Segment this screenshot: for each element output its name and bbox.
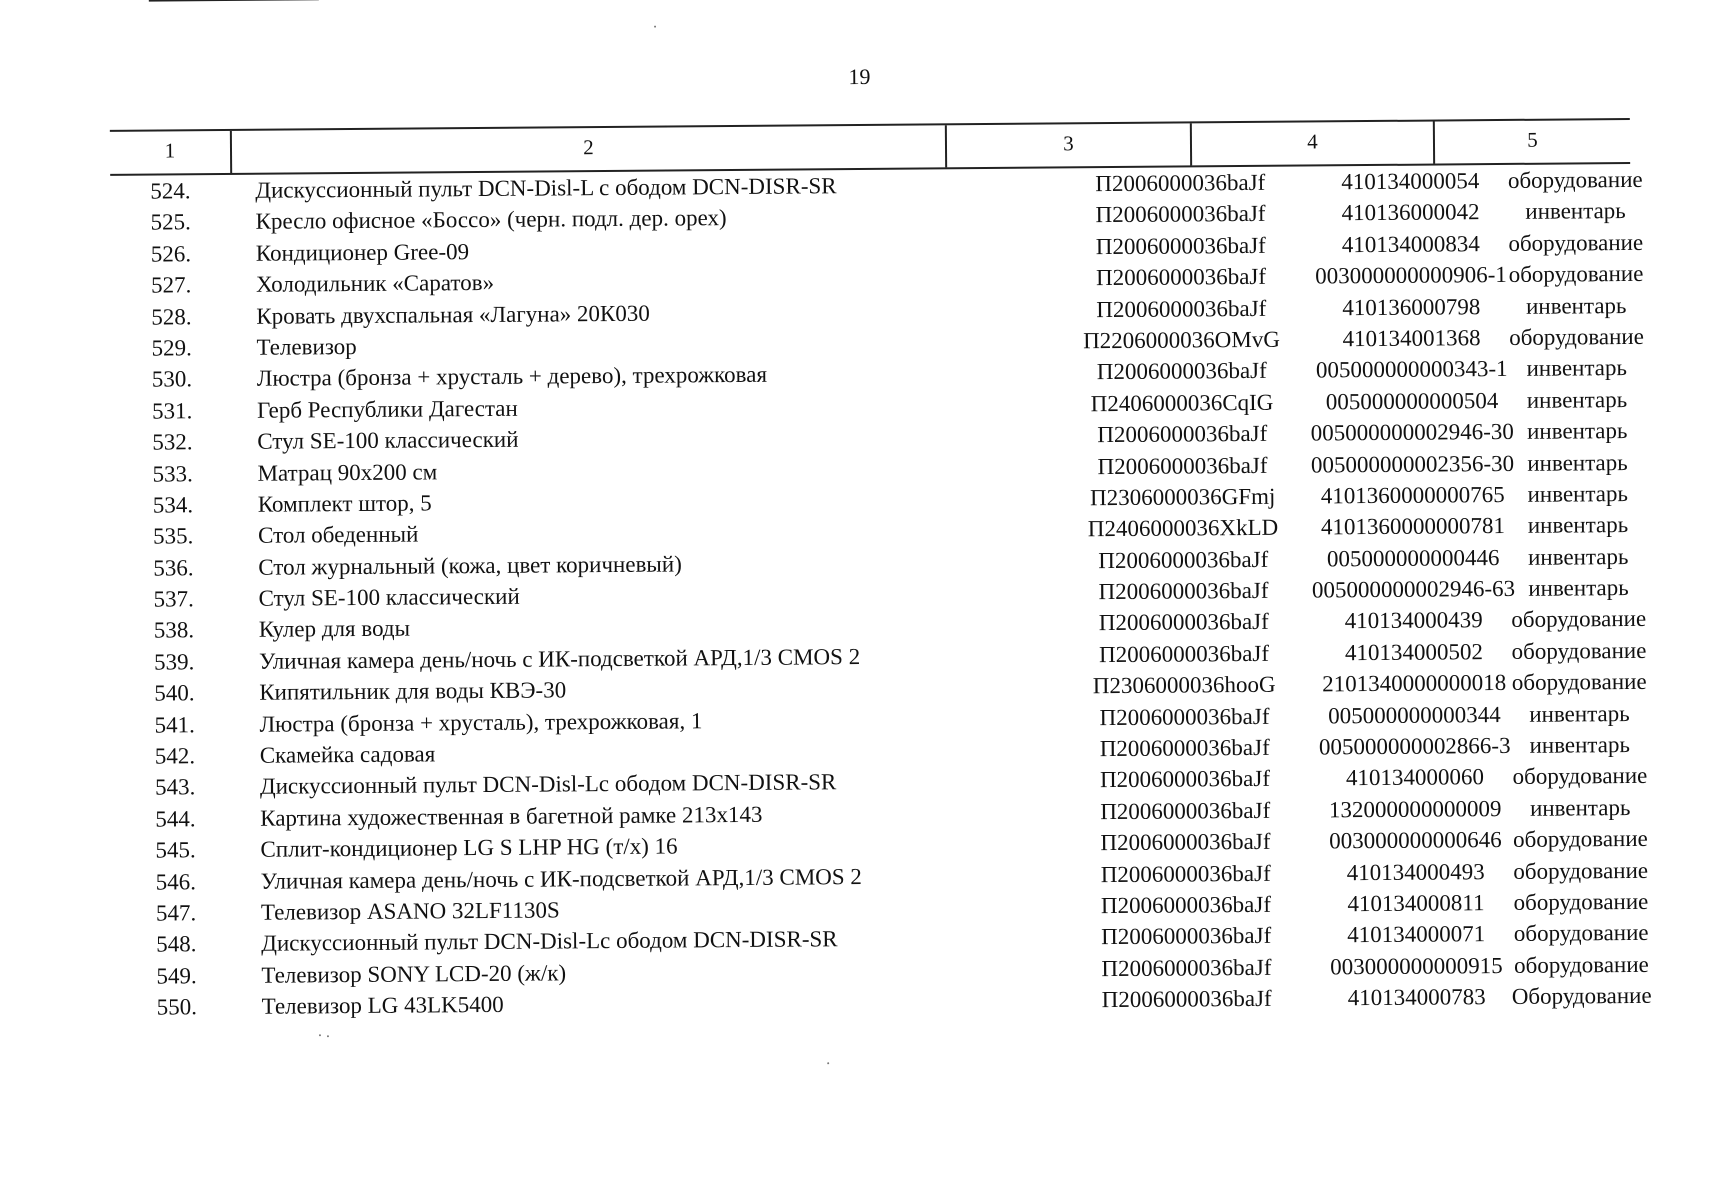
item-name: Дискуссионный пульт DCN-Disl-Lc ободом DCN-DISR-SR [261, 926, 838, 957]
row-number: 541. [154, 711, 195, 738]
item-name: Картина художественная в багетной рамке 213х143 [260, 801, 763, 831]
inventory-number: 003000000000646 [1329, 827, 1502, 854]
row-number: 538. [153, 617, 195, 644]
item-name: Сплит-кондиционер LG S LHP HG (т/х) 16 [260, 833, 678, 862]
item-code: П2006000036baJf [1100, 829, 1271, 856]
inventory-number: 410134000502 [1344, 639, 1484, 666]
item-type: инвентарь [1529, 700, 1630, 727]
row-number: 547. [155, 900, 197, 926]
item-type: оборудование [1511, 606, 1647, 633]
row-number: 544. [155, 806, 196, 832]
item-code: П2006000036baJf [1097, 420, 1268, 448]
inventory-number: 410136000042 [1341, 199, 1480, 226]
item-type: оборудование [1509, 323, 1644, 350]
item-code: П2006000036baJf [1101, 923, 1272, 950]
header-col-1: 1 [164, 138, 176, 163]
item-type: инвентарь [1528, 575, 1629, 601]
item-code: П2006000036baJf [1099, 703, 1270, 730]
item-type: инвентарь [1529, 794, 1631, 821]
inventory-number: 003000000000915 [1330, 952, 1503, 980]
item-type: оборудование [1508, 261, 1644, 288]
inventory-number: 410134000834 [1341, 230, 1480, 258]
inventory-number: 2101340000000018 [1322, 670, 1507, 697]
item-name: Телевизор LG 43LK5400 [261, 992, 504, 1019]
inventory-number: 4101360000000781 [1320, 513, 1506, 540]
inventory-number: 410134001368 [1342, 325, 1481, 352]
item-name: Телевизор ASANO 32LF1130S [260, 897, 560, 925]
row-number: 545. [155, 837, 196, 863]
scan-speck [327, 1035, 329, 1037]
item-type: оборудование [1512, 763, 1648, 790]
row-number: 549. [156, 963, 197, 989]
row-number: 525. [150, 209, 191, 235]
row-number: 526. [150, 241, 192, 267]
item-code: П2006000036baJf [1100, 891, 1272, 919]
inventory-number: 005000000000446 [1326, 544, 1500, 572]
item-code: П2006000036baJf [1095, 264, 1267, 291]
item-type: оборудование [1507, 166, 1643, 193]
item-code: П2006000036baJf [1096, 358, 1267, 385]
item-code: П2006000036baJf [1101, 954, 1272, 981]
item-code: П2306000036GFmj [1090, 483, 1276, 511]
item-name: Стул SE-100 классический [257, 426, 519, 454]
item-name: Телевизор [256, 333, 357, 360]
row-number: 550. [156, 994, 198, 1020]
item-name: Кондиционер Gree-09 [255, 238, 470, 266]
item-type: оборудование [1513, 920, 1649, 947]
item-code: П2406000036CqIG [1090, 389, 1274, 416]
item-type: Оборудование [1511, 982, 1652, 1010]
item-type: инвентарь [1527, 512, 1629, 539]
row-number: 533. [152, 460, 193, 487]
item-type: оборудование [1512, 826, 1648, 853]
inventory-number: 003000000000906-1 [1315, 262, 1507, 289]
item-type: оборудование [1511, 669, 1647, 696]
item-code: П2006000036baJf [1096, 295, 1267, 322]
item-type: оборудование [1508, 229, 1644, 256]
item-type: инвентарь [1526, 355, 1628, 382]
item-code: П2406000036XkLD [1087, 515, 1279, 542]
item-name: Дискуссионный пульт DCN-Disl-Lc ободом DCN-DISR-SR [259, 769, 837, 800]
item-name: Стол обеденный [257, 521, 419, 549]
header-col-5: 5 [1433, 120, 1630, 164]
item-code: П2006000036baJf [1098, 577, 1269, 605]
inventory-number: 410134000783 [1347, 984, 1486, 1011]
item-type: оборудование [1513, 951, 1649, 978]
row-number: 524. [150, 178, 191, 204]
row-number: 527. [150, 272, 192, 298]
inventory-number: 410134000439 [1344, 607, 1483, 634]
item-name: Люстра (бронза + хрусталь), трехрожковая, 1 [259, 707, 703, 737]
row-number: 530. [151, 366, 193, 392]
item-code: П2006000036baJf [1098, 609, 1269, 636]
item-type: инвентарь [1525, 198, 1626, 225]
item-name: Герб Республики Дагестан [256, 395, 518, 423]
inventory-number: 410134000811 [1347, 890, 1485, 917]
table-body [110, 164, 1652, 1023]
item-code: П2006000036baJf [1095, 169, 1266, 197]
inventory-number: 005000000000343-1 [1315, 356, 1508, 383]
inventory-number: 410134000060 [1345, 764, 1485, 791]
item-code: П2006000036baJf [1098, 640, 1270, 668]
item-type: инвентарь [1529, 732, 1631, 758]
item-name: Кулер для воды [258, 616, 411, 643]
scan-speck [654, 26, 656, 28]
header-col-3: 3 [945, 123, 1190, 167]
item-type: оборудование [1513, 888, 1649, 915]
row-number: 535. [152, 523, 194, 549]
item-name: Кресло офисное «Боссо» (черн. подл. дер. орех) [255, 205, 727, 235]
item-name: Дискуссионный пульт DCN-Disl-L с ободом DCN-DISR-SR [255, 173, 837, 203]
inventory-number: 4101360000000765 [1320, 481, 1505, 509]
item-code: П2006000036baJf [1100, 860, 1271, 887]
header-col-2: 2 [230, 125, 945, 173]
row-number: 542. [154, 743, 196, 769]
item-code: П2006000036baJf [1099, 766, 1271, 793]
scan-speck [827, 1062, 829, 1064]
item-type: оборудование [1513, 857, 1649, 884]
header-col-4: 4 [1190, 122, 1433, 166]
inventory-number: 005000000002946-63 [1311, 575, 1516, 603]
row-number: 539. [153, 649, 195, 675]
item-code: П2306000036hooG [1092, 672, 1276, 699]
item-name: Кровать двухспальная «Лагуна» 20К030 [256, 300, 650, 329]
page-number: 19 [848, 63, 871, 90]
inventory-number: 005000000000344 [1328, 701, 1501, 729]
inventory-number: 410134000493 [1346, 858, 1485, 885]
item-type: инвентарь [1526, 386, 1628, 413]
inventory-number: 005000000002946-30 [1310, 419, 1514, 446]
row-number: 543. [154, 774, 196, 801]
inventory-number: 410134000071 [1347, 921, 1486, 948]
row-number: 537. [153, 586, 194, 612]
inventory-number: 005000000002356-30 [1310, 450, 1515, 478]
item-name: Уличная камера день/ночь с ИК-подсветкой АРД,1/3 CMOS 2 [258, 643, 861, 674]
row-number: 540. [154, 680, 195, 706]
row-number: 536. [153, 554, 194, 581]
item-code: П2006000036baJf [1097, 452, 1268, 479]
item-name: Матрац 90х200 см [257, 458, 438, 486]
item-name: Кипятильник для воды КВЭ-30 [259, 677, 567, 706]
item-name: Телевизор SONY LCD-20 (ж/к) [261, 960, 567, 988]
row-number: 529. [151, 335, 192, 361]
item-name: Комплект штор, 5 [257, 490, 432, 517]
item-name: Скамейка садовая [259, 741, 436, 768]
item-name: Стул SE-100 классический [258, 583, 520, 611]
item-name: Уличная камера день/ночь с ИК-подсветкой АРД,1/3 CMOS 2 [260, 863, 862, 894]
item-type: инвентарь [1526, 418, 1628, 444]
top-rule-left [149, 0, 319, 2]
item-code: П2006000036baJf [1099, 734, 1270, 762]
item-code: П2006000036baJf [1095, 232, 1266, 259]
item-name: Холодильник «Саратов» [255, 270, 495, 297]
item-code: П2206000036OMvG [1083, 326, 1281, 354]
row-number: 548. [156, 931, 197, 957]
inventory-number: 132000000000009 [1328, 795, 1502, 823]
item-code: П2006000036baJf [1100, 797, 1271, 824]
inventory-number: 005000000000504 [1325, 387, 1499, 415]
item-type: оборудование [1511, 637, 1647, 664]
item-code: П2006000036baJf [1101, 985, 1272, 1013]
item-type: инвентарь [1525, 292, 1627, 319]
row-number: 534. [152, 492, 194, 518]
item-name: Стол журнальный (кожа, цвет коричневый) [258, 551, 682, 580]
row-number: 531. [151, 398, 193, 424]
inventory-number: 410136000798 [1342, 293, 1481, 320]
inventory-number: 410134000054 [1341, 168, 1480, 195]
scan-speck [319, 1034, 321, 1036]
item-type: инвентарь [1527, 449, 1628, 476]
item-name: Люстра (бронза + хрусталь + дерево), трехрожковая [256, 362, 768, 392]
inventory-number: 005000000002866-3 [1318, 732, 1511, 760]
row-number: 546. [155, 868, 197, 895]
item-code: П2006000036baJf [1098, 546, 1269, 573]
row-number: 528. [151, 303, 192, 330]
item-type: инвентарь [1527, 543, 1629, 570]
item-type: инвентарь [1527, 480, 1629, 507]
row-number: 532. [152, 429, 193, 455]
item-code: П2006000036baJf [1095, 201, 1266, 228]
